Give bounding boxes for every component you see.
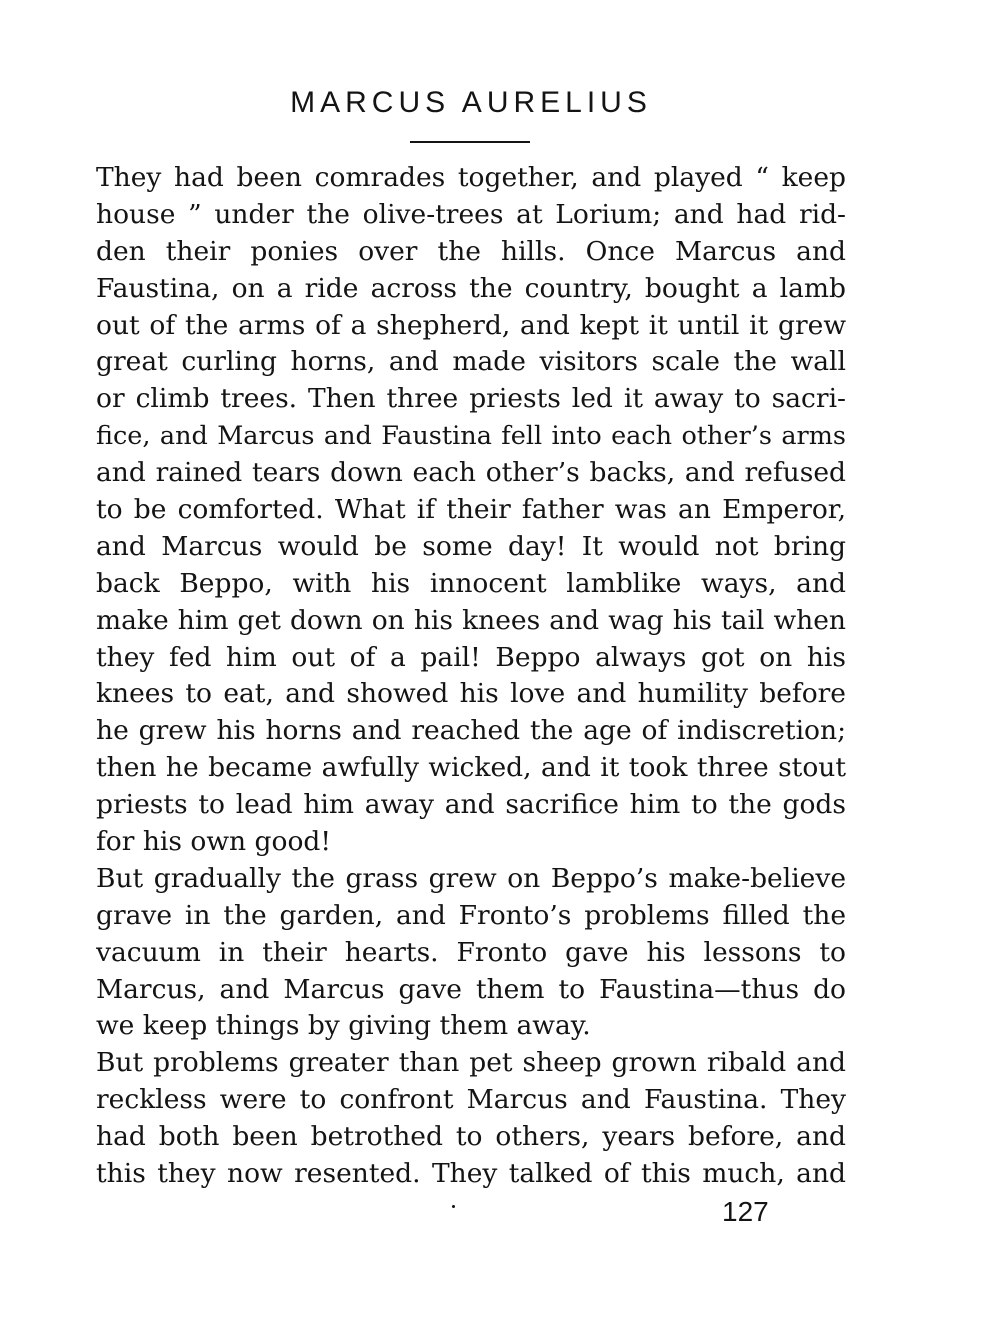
running-title: MARCUS AURELIUS — [290, 86, 652, 119]
text-line: to be comforted. What if their father was an Emperor, — [96, 494, 846, 526]
text-line: Marcus, and Marcus gave them to Faustina—thus do — [96, 973, 846, 1005]
text-line: this they now resented. They talked of this much, and — [96, 1158, 846, 1190]
text-line: grave in the garden, and Fronto’s problems filled the — [96, 899, 846, 931]
text-line: priests to lead him away and sacrifice him to the gods — [96, 789, 846, 821]
title-rule — [410, 141, 530, 143]
text-line: he grew his horns and reached the age of indiscretion; — [96, 715, 846, 747]
text-line: Faustina, on a ride across the country, bought a lamb — [96, 272, 846, 304]
page-number: 127 — [722, 1196, 769, 1227]
text-line: vacuum in their hearts. Fronto gave his lessons to — [96, 936, 846, 968]
text-line: they fed him out of a pail! Beppo always got on his — [96, 641, 846, 673]
paragraph-end-line: we keep things by giving them away. — [96, 1010, 591, 1042]
text-line: great curling horns, and made visitors scale the wall — [96, 346, 846, 378]
text-line: They had been comrades together, and played “ keep — [96, 162, 846, 193]
text-line: make him get down on his knees and wag his tail when — [96, 604, 846, 636]
text-line: reckless were to confront Marcus and Faustina. They — [96, 1084, 846, 1116]
text-line: had both been betrothed to others, years before, and — [96, 1121, 846, 1153]
paragraph-end-line: for his own good! — [96, 826, 332, 858]
text-line: fice, and Marcus and Faustina fell into each other’s arms — [96, 421, 846, 452]
text-line: and Marcus would be some day! It would not bring — [96, 530, 846, 562]
text-line: then he became awfully wicked, and it took three stout — [96, 752, 846, 784]
text-line: and rained tears down each other’s backs, and refused — [96, 457, 846, 489]
text-line: knees to eat, and showed his love and humility before — [96, 678, 846, 710]
text-line: But problems greater than pet sheep grown ribald and — [96, 1047, 846, 1079]
body-text — [96, 160, 846, 1193]
text-line: house ” under the olive-trees at Lorium; and had rid- — [96, 198, 846, 230]
text-line: den their ponies over the hills. Once Marcus and — [96, 235, 846, 267]
text-line: back Beppo, with his innocent lamblike ways, and — [96, 567, 846, 599]
ink-speck — [452, 1205, 455, 1208]
text-line: But gradually the grass grew on Beppo’s make-believe — [96, 862, 846, 894]
text-line: or climb trees. Then three priests led it away to sacri- — [96, 383, 846, 415]
text-line: out of the arms of a shepherd, and kept it until it grew — [96, 309, 846, 341]
